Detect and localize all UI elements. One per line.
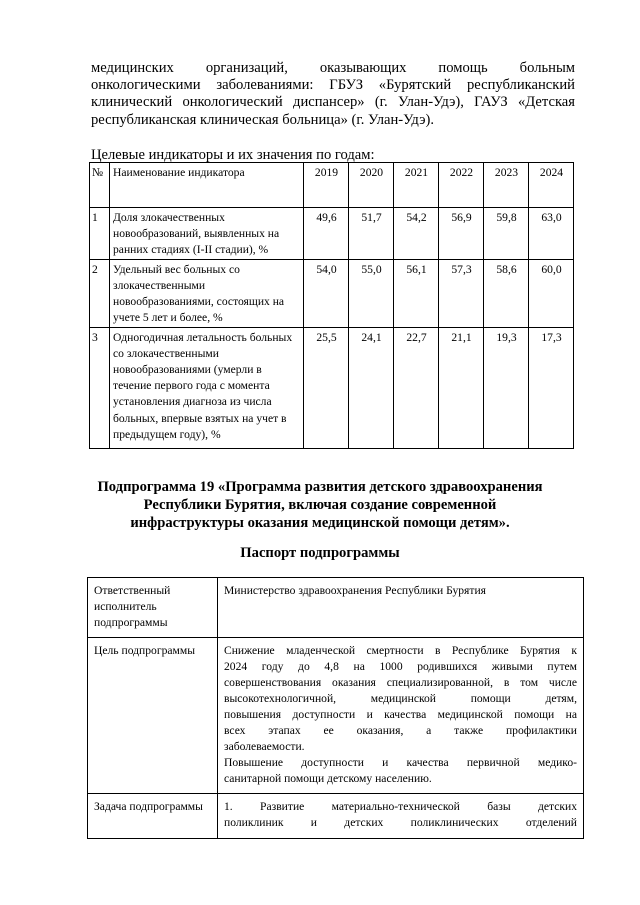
indicators-heading: Целевые индикаторы и их значения по годам: — [91, 147, 375, 163]
subprogram-title-line: инфраструктуры оказания медицинской помощи детям». — [130, 515, 510, 531]
table-row — [90, 259, 574, 327]
passport-goal-line: Повышение доступности и качества первичной медико- — [224, 756, 577, 769]
intro-line: онкологическими заболеваниями: ГБУЗ «Бурятский республиканский — [91, 77, 575, 94]
indicator-value: 54,2 — [394, 208, 439, 260]
indicator-value: 24,1 — [349, 327, 394, 448]
indicator-value: 21,1 — [439, 327, 484, 448]
passport-task-line: 1. Развитие материально-технической базы детских — [224, 800, 577, 813]
intro-line: клинический онкологический диспансер» (г. Улан-Удэ), ГАУЗ «Детская — [91, 94, 575, 111]
passport-task-line: поликлиник и детских поликлинических отделений — [224, 816, 577, 829]
passport-title: Паспорт подпрограммы — [240, 545, 400, 561]
indicator-name: Одногодичная летальность больных со злокачественными новообразованиями (умерли в течение первого года с момента установления диагноза из числа больных, впервые взятых на учет в предыдущем году), % — [110, 327, 304, 448]
indicator-value: 56,9 — [439, 208, 484, 260]
indicators-header-row — [90, 163, 574, 208]
header-cell-year: 2024 — [529, 163, 574, 208]
indicator-value: 49,6 — [304, 208, 349, 260]
row-number: 2 — [90, 259, 110, 327]
table-row — [88, 794, 584, 839]
intro-line: медицинских организаций, оказывающих помощь больным — [91, 60, 575, 76]
indicator-value: 54,0 — [304, 259, 349, 327]
header-cell-num: № — [90, 163, 110, 208]
passport-table — [87, 577, 584, 839]
intro-paragraph — [91, 60, 575, 129]
passport-goal-line: всех этапах ее оказания, а также профилактики — [224, 724, 577, 737]
passport-label: Ответственный исполнитель подпрограммы — [88, 578, 218, 638]
passport-goal-line: высокотехнологичной, медицинской помощи детям, — [224, 692, 577, 705]
indicator-value: 25,5 — [304, 327, 349, 448]
table-row — [88, 578, 584, 638]
header-cell-year: 2020 — [349, 163, 394, 208]
header-cell-name: Наименование индикатора — [110, 163, 304, 208]
indicator-name: Удельный вес больных со злокачественными новообразованиями, состоящих на учете 5 лет и более, % — [110, 259, 304, 327]
passport-goal-line: 2024 году до 4,8 на 1000 родившихся живыми путем — [224, 660, 577, 673]
row-number: 1 — [90, 208, 110, 260]
header-cell-year: 2019 — [304, 163, 349, 208]
indicator-value: 58,6 — [484, 259, 529, 327]
table-row — [90, 327, 574, 448]
indicator-value: 51,7 — [349, 208, 394, 260]
subprogram-title-line: Республики Бурятия, включая создание современной — [143, 497, 497, 513]
indicator-value: 19,3 — [484, 327, 529, 448]
passport-goal-line: Снижение младенческой смертности в Республике Бурятия к — [224, 644, 577, 657]
indicator-value: 60,0 — [529, 259, 574, 327]
subprogram-title — [60, 478, 580, 532]
indicator-value: 17,3 — [529, 327, 574, 448]
indicator-value: 57,3 — [439, 259, 484, 327]
passport-goal-line: повышения доступности и качества медицинской помощи на — [224, 708, 577, 721]
passport-label: Цель подпрограммы — [88, 638, 218, 794]
subprogram-title-line: Подпрограмма 19 «Программа развития детского здравоохранения — [97, 479, 543, 495]
passport-goal-line: совершенствования оказания специализированной, в том числе — [224, 676, 577, 689]
passport-value: Министерство здравоохранения Республики Бурятия — [218, 578, 584, 638]
header-cell-year: 2022 — [439, 163, 484, 208]
header-cell-year: 2021 — [394, 163, 439, 208]
intro-line: республиканская клиническая больница» (г. Улан-Удэ). — [91, 111, 434, 128]
indicator-value: 63,0 — [529, 208, 574, 260]
passport-goal-line: заболеваемости. — [224, 740, 305, 753]
indicator-value: 59,8 — [484, 208, 529, 260]
row-number: 3 — [90, 327, 110, 448]
passport-value — [218, 638, 584, 794]
passport-value — [218, 794, 584, 839]
indicator-value: 22,7 — [394, 327, 439, 448]
indicator-value: 55,0 — [349, 259, 394, 327]
table-row — [88, 638, 584, 794]
indicators-table — [89, 162, 574, 449]
passport-label: Задача подпрограммы — [88, 794, 218, 839]
indicator-value: 56,1 — [394, 259, 439, 327]
table-row — [90, 208, 574, 260]
passport-goal-line: санитарной помощи детскому населению. — [224, 772, 432, 785]
header-cell-year: 2023 — [484, 163, 529, 208]
indicator-name: Доля злокачественных новообразований, выявленных на ранних стадиях (I-II стадии), % — [110, 208, 304, 260]
